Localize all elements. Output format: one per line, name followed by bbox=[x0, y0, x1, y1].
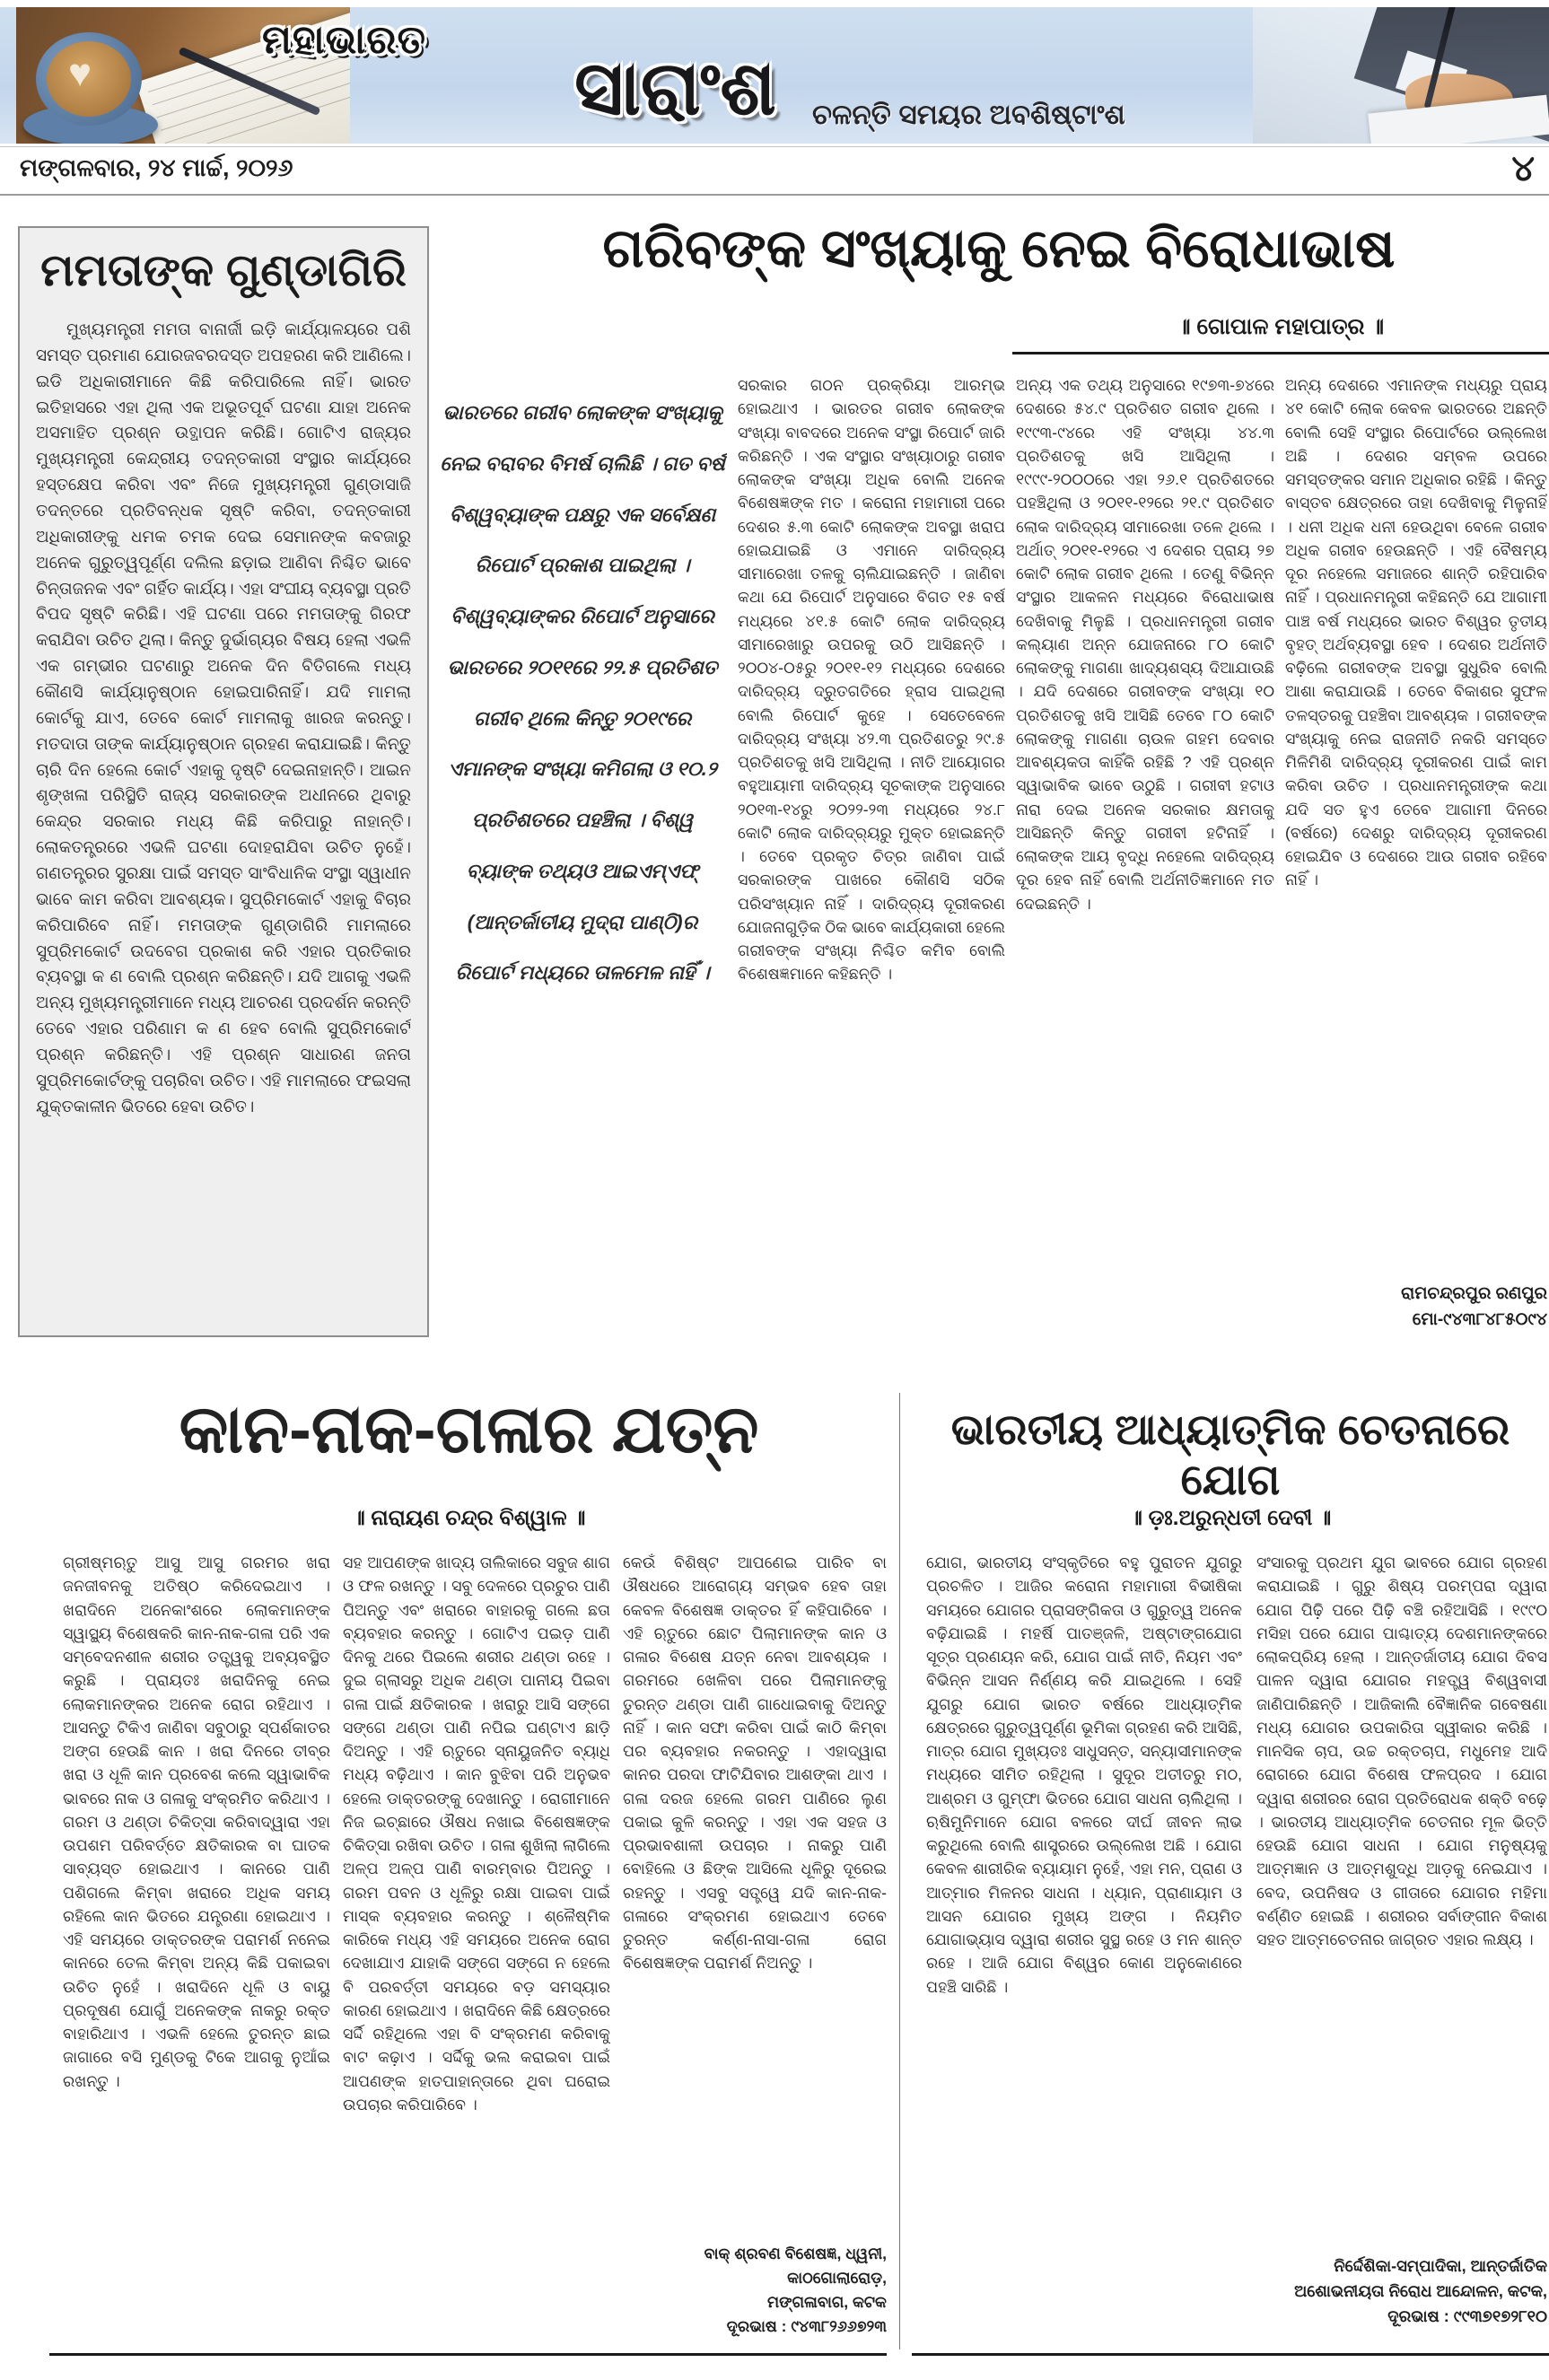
main-article-headline: ଗରିବଙ୍କ ସଂଖ୍ୟାକୁ ନେଇ ବିରୋଧାଭାଷ bbox=[602, 218, 1396, 278]
page-number: ୪ bbox=[1511, 149, 1535, 188]
bottom-rule-left bbox=[49, 2353, 887, 2356]
byline-rule bbox=[1012, 352, 1549, 354]
signature-phone: ଦୂରଭାଷ : ୯୯୩୭୧୭୨୮୧୦ bbox=[1387, 2306, 1547, 2325]
section-title: ସାରାଂଶ bbox=[574, 46, 776, 130]
dateline: ମଙ୍ଗଳବାର, ୨୪ ମାର୍ଚ୍ଚ, ୨୦୨୬ bbox=[20, 154, 293, 181]
signature-place: ଅଶୋଭନୀୟତା ନିରୋଧ ଆନ୍ଦୋଳନ, କଟକ, bbox=[1294, 2281, 1547, 2300]
signature-phone: ମୋ-୯୪୩୮୪୮୫୦୯୪ bbox=[1412, 1309, 1547, 1329]
section-subtitle: ଚଳନ୍ତି ସମୟର ଅବଶିଷ୍ଟାଂଶ bbox=[812, 99, 1125, 130]
main-article-byline: ॥ ଗୋପାଳ ମହାପାତ୍ର ॥ bbox=[1177, 314, 1385, 339]
main-article-column-3: ଅନ୍ୟ ଦେଶରେ ଏମାନଙ୍କ ମଧ୍ୟରୁ ପ୍ରାୟ ୪୧ କୋଟି ଲୋକ କେବଳ ଭାରତରେ ଅଛନ୍ତି ବୋଲି ସେହି ସଂସ୍ଥାର ରିପୋର୍ଟରେ ଉଲ୍ଲେଖ ଅଛି । ଦେଶର ସମ୍ବଳ ଉପରେ ସମସ୍ତଙ୍କର ସମାନ ଅଧିକାର ରହିଛି । କିନ୍ତୁ ବାସ୍ତବ କ୍ଷେତ୍ରରେ ତାହା ଦେଖିବାକୁ ମିଳୁନାହିଁ । ଧନୀ ଅଧିକ ଧନୀ ହେଉଥିବା ବେଳେ ଗରୀବ ଅଧିକ ଗରୀବ ହେଉଛନ୍ତି । ଏହି ବୈଷମ୍ୟ ଦୂର ନହେଲେ ସମାଜରେ ଶାନ୍ତି ରହିପାରିବ ନାହିଁ । ପ୍ରଧାନମନ୍ତ୍ରୀ କହିଛନ୍ତି ଯେ ଆଗାମୀ ପାଞ୍ଚ ବର୍ଷ ମଧ୍ୟରେ ଭାରତ ବିଶ୍ୱର ତୃତୀୟ ବୃହତ୍ ଅର୍ଥବ୍ୟବସ୍ଥା ହେବ । ଦେଶର ଅର୍ଥନୀତି ବଢ଼ିଲେ ଗରୀବଙ୍କ ଅବସ୍ଥା ସୁଧୁରିବ ବୋଲି ଆଶା କରାଯାଉଛି । ତେବେ ବିକାଶର ସୁଫଳ ତଳସ୍ତରକୁ ପହଞ୍ଚିବା ଆବଶ୍ୟକ । ଗରୀବଙ୍କ ସଂଖ୍ୟାକୁ ନେଇ ରାଜନୀତି ନକରି ସମସ୍ତେ ମିଳିମିଶି ଦାରିଦ୍ର୍ୟ ଦୂରୀକରଣ ପାଇଁ କାମ କରିବା ଉଚିତ । ପ୍ରଧାନମନ୍ତ୍ରୀଙ୍କ କଥା ଯଦି ସତ ହୁଏ ତେବେ ଆଗାମୀ ଦିନରେ (ବର୍ଷରେ) ଦେଶରୁ ଦାରିଦ୍ର୍ୟ ଦୂରୀକରଣ ହୋଇଯିବ ଓ ଦେଶରେ ଆଉ ଗରୀବ ରହିବେ ନାହିଁ । bbox=[1285, 376, 1547, 889]
column-separator bbox=[899, 1393, 900, 2349]
yoga-article-headline: ଭାରତୀୟ ଆଧ୍ୟାତ୍ମିକ ଚେତନାରେ ଯୋଗ bbox=[950, 1406, 1510, 1504]
dateline-rule bbox=[0, 194, 1549, 196]
pull-quote: ଭାରତରେ ଗରୀବ ଲୋକଙ୍କ ସଂଖ୍ୟାକୁ ନେଇ ବରାବର ବିମର୍ଷ ଚାଲିଛି । ଗତ ବର୍ଷ ବିଶ୍ୱବ୍ୟାଙ୍କ ପକ୍ଷରୁ ଏକ ସର୍ବେକ୍ଷଣ ରିପୋର୍ଟ ପ୍ରକାଶ ପାଇଥିଲା । ବିଶ୍ୱବ୍ୟାଙ୍କର ରିପୋର୍ଟ ଅନୁସାରେ ଭାରତରେ ୨୦୧୧ରେ ୨୨.୫ ପ୍ରତିଶତ ଗରୀବ ଥିଲେ କିନ୍ତୁ ୨୦୧୯ରେ ଏମାନଙ୍କ ସଂଖ୍ୟା କମିଗଲା ଓ ୧୦.୨ ପ୍ରତିଶତରେ ପହଞ୍ଚିଲା । ବିଶ୍ୱ ବ୍ୟାଙ୍କ ତଥ୍ୟଓ ଆଇଏମ୍ଏଫ୍ (ଆନ୍ତର୍ଜାତୀୟ ମୁଦ୍ରା ପାଣ୍ଠି)ର ରିପୋର୍ଟ ମଧ୍ୟରେ ତାଳମେଳ ନାହିଁ । bbox=[440, 401, 725, 984]
signature-designation: ବାକ୍ ଶ୍ରବଣ ବିଶେଷଜ୍ଞ, ଧ୍ୱନୀ, କାଠଗୋଲାରୋଡ଼, bbox=[704, 2244, 887, 2288]
ent-article-headline: କାନ-ନାକ-ଗଳାର ଯତ୍ନ bbox=[179, 1392, 759, 1466]
ent-article-signature bbox=[623, 2242, 887, 2340]
ent-article-column-1: ଗ୍ରୀଷ୍ମଋତୁ ଆସୁ ଆସୁ ଗରମର ଖରା ଜନଜୀବନକୁ ଅତିଷ୍ଠ କରିଦେଇଥାଏ । ଖରାଦିନେ ଅନେକାଂଶରେ ଲୋକମାନଙ୍କ ସ୍ୱାସ୍ଥ୍ୟ ବିଶେଷକରି କାନ-ନାକ-ଗଳା ପରି ଏକ ସମ୍ବେଦନଶୀଳ ଶରୀର ତତ୍ତ୍ୱକୁ ଅବ୍ୟବସ୍ଥିତ କରୁଛି । ପ୍ରାୟତଃ ଖରାଦିନକୁ ନେଇ ଲୋକମାନଙ୍କର ଅନେକ ରୋଗ ରହିଥାଏ । ଆସନ୍ତୁ ଟିକିଏ ଜାଣିବା ସବୁଠାରୁ ସ୍ପର୍ଶକାତର ଅଙ୍ଗ ହେଉଛି କାନ । ଖରା ଦିନରେ ତୀବ୍ର ଖରା ଓ ଧୂଳି କାନ ପ୍ରବେଶ କଲେ ସ୍ୱାଭାବିକ ଭାବରେ ନାକ ଓ ଗଳାକୁ ସଂକ୍ରମିତ କରିଥାଏ । ଗରମ ଓ ଥଣ୍ଡା ଚିକିତ୍ସା କରିବାଦ୍ୱାରା ଏହା ଉପଶମ ପରିବର୍ତ୍ତେ କ୍ଷତିକାରକ ବା ଘାତକ ସାବ୍ୟସ୍ତ ହୋଇଥାଏ । କାନରେ ପାଣି ପଶିଗଲେ କିମ୍ବା ଖରାରେ ଅଧିକ ସମୟ ରହିଲେ କାନ ଭିତରେ ଯନ୍ତ୍ରଣା ହୋଇଥାଏ । ଏହି ସମୟରେ ଡାକ୍ତରଙ୍କ ପରାମର୍ଶ ନନେଇ କାନରେ ତେଲ କିମ୍ବା ଅନ୍ୟ କିଛି ପକାଇବା ଉଚିତ ନୁହେଁ । ଖରାଦିନେ ଧୂଳି ଓ ବାୟୁ ପ୍ରଦୂଷଣ ଯୋଗୁଁ ଅନେକଙ୍କ ନାକରୁ ରକ୍ତ ବାହାରିଥାଏ । ଏଭଳି ହେଲେ ତୁରନ୍ତ ଛାଇ ଜାଗାରେ ବସି ମୁଣ୍ଡକୁ ଟିକେ ଆଗକୁ ନୁଆଁଇ ରଖନ୍ତୁ । bbox=[63, 1553, 330, 2090]
main-article-column-1: ସରକାର ଗଠନ ପ୍ରକ୍ରିୟା ଆରମ୍ଭ ହୋଇଥାଏ । ଭାରତର ଗରୀବ ଲୋକଙ୍କ ସଂଖ୍ୟା ବାବଦରେ ଅନେକ ସଂସ୍ଥା ରିପୋର୍ଟ ଜାରି କରିଛନ୍ତି । ଏକ ସଂସ୍ଥାର ସଂଖ୍ୟାଠାରୁ ଗରୀବ ଲୋକଙ୍କ ସଂଖ୍ୟା ଅଧିକ ବୋଲି ଅନେକ ବିଶେଷଜ୍ଞଙ୍କ ମତ । କରୋନା ମହାମାରୀ ପରେ ଦେଶର ୫.୩ କୋଟି ଲୋକଙ୍କ ଅବସ୍ଥା ଖରାପ ହୋଇଯାଇଛି ଓ ଏମାନେ ଦାରିଦ୍ର୍ୟ ସୀମାରେଖା ତଳକୁ ଚାଲିଯାଇଛନ୍ତି । ଜାଣିବା କଥା ଯେ ରିପୋର୍ଟ ଅନୁସାରେ ବିଗତ ୧୫ ବର୍ଷ ମଧ୍ୟରେ ୪୧.୫ କୋଟି ଲୋକ ଦାରିଦ୍ର୍ୟ ସୀମାରେଖାରୁ ଉପରକୁ ଉଠି ଆସିଛନ୍ତି । ୨୦୦୪-୦୫ରୁ ୨୦୧୧-୧୨ ମଧ୍ୟରେ ଦେଶରେ ଦାରିଦ୍ର୍ୟ ଦ୍ରୁତଗତିରେ ହ୍ରାସ ପାଇଥିଲା ବୋଲି ରିପୋର୍ଟ କୁହେ । ସେତେବେଳେ ଦାରିଦ୍ର୍ୟ ସଂଖ୍ୟା ୪୨.୩ ପ୍ରତିଶତରୁ ୨୯.୫ ପ୍ରତିଶତକୁ ଖସି ଆସିଥିଲା । ନୀତି ଆୟୋଗର ବହୁଆୟାମୀ ଦାରିଦ୍ର୍ୟ ସୂଚକାଙ୍କ ଅନୁସାରେ ୨୦୧୩-୧୪ରୁ ୨୦୨୨-୨୩ ମଧ୍ୟରେ ୨୪.୮ କୋଟି ଲୋକ ଦାରିଦ୍ର୍ୟରୁ ମୁକ୍ତ ହୋଇଛନ୍ତି । ତେବେ ପ୍ରକୃତ ଚିତ୍ର ଜାଣିବା ପାଇଁ ସରକାରଙ୍କ ପାଖରେ କୌଣସି ସଠିକ ପରିସଂଖ୍ୟାନ ନାହିଁ । ଦାରିଦ୍ର୍ୟ ଦୂରୀକରଣ ଯୋଜନାଗୁଡ଼ିକ ଠିକ ଭାବେ କାର୍ଯ୍ୟକାରୀ ହେଲେ ଗରୀବଙ୍କ ସଂଖ୍ୟା ନିଶ୍ଚିତ କମିବ ବୋଲି ବିଶେଷଜ୍ଞମାନେ କହିଛନ୍ତି । bbox=[738, 376, 1005, 984]
bottom-rule-right bbox=[912, 2353, 1549, 2356]
ent-article-column-2: ସହ ଆପଣଙ୍କ ଖାଦ୍ୟ ତାଲିକାରେ ସବୁଜ ଶାଗ ଓ ଫଳ ରଖନ୍ତୁ । ସବୁ ଦେଳରେ ପ୍ରଚୁର ପାଣି ପିଅନ୍ତୁ ଏବଂ ଖରାରେ ବାହାରକୁ ଗଲେ ଛତା ବ୍ୟବହାର କରନ୍ତୁ । ଗୋଟିଏ ପଇଡ଼ ପାଣି ଦିନକୁ ଥରେ ପିଇଲେ ଶରୀର ଥଣ୍ଡା ରହେ । ଦୁଇ ଗ୍ଲାସରୁ ଅଧିକ ଥଣ୍ଡା ପାନୀୟ ପିଇବା ଗଳା ପାଇଁ କ୍ଷତିକାରକ । ଖରାରୁ ଆସି ସଙ୍ଗେ ସଙ୍ଗେ ଥଣ୍ଡା ପାଣି ନପିଇ ଘଣ୍ଟାଏ ଛାଡ଼ି ଦିଅନ୍ତୁ । ଏହି ଋତୁରେ ସ୍ନାୟୁଜନିତ ବ୍ୟାଧି ମଧ୍ୟ ବଢ଼ିଥାଏ । କାନ ବୁଝିବା ପରି ଅନୁଭବ ହେଲେ ଡାକ୍ତରଙ୍କୁ ଦେଖାନ୍ତୁ । ରୋଗୀମାନେ ନିଜ ଇଚ୍ଛାରେ ଔଷଧ ନଖାଇ ବିଶେଷଜ୍ଞଙ୍କ ଚିକିତ୍ସା ରଖିବା ଉଚିତ । ଗଳା ଶୁଖିଲା ଲାଗିଲେ ଅଳ୍ପ ଅଳ୍ପ ପାଣି ବାରମ୍ବାର ପିଅନ୍ତୁ । ଗରମ ପବନ ଓ ଧୂଳିରୁ ରକ୍ଷା ପାଇବା ପାଇଁ ମାସ୍କ ବ୍ୟବହାର କରନ୍ତୁ । ଶ୍ଳୈଷ୍ମିକ କାରିକେ ମଧ୍ୟ ଏହି ସମୟରେ ଅନେକ ରୋଗ ଦେଖାଯାଏ ଯାହାକି ସଙ୍ଗେ ସଙ୍ଗେ ନ ହେଲେ ବି ପରବର୍ତ୍ତୀ ସମୟରେ ବଡ଼ ସମସ୍ୟାର କାରଣ ହୋଇଥାଏ । ଖରାଦିନେ କିଛି କ୍ଷେତ୍ରରେ ସର୍ଦ୍ଦି ରହିଥିଲେ ଏହା ବି ସଂକ୍ରମଣ କରିବାକୁ ବାଟ କଢ଼ାଏ । ସର୍ଦ୍ଦିକୁ ଭଲ କରାଇବା ପାଇଁ ଆପଣଙ୍କ ହାତପାହାନ୍ତାରେ ଥିବା ଘରୋଇ ଉପଚାର କରିପାରିବେ । bbox=[343, 1553, 610, 2113]
latte-heart-icon: ♥ bbox=[68, 51, 92, 95]
masthead-banner bbox=[0, 7, 1549, 144]
editorial-body: ମୁଖ୍ୟମନ୍ତ୍ରୀ ମମତା ବାନାର୍ଜୀ ଇଡ଼ି କାର୍ଯ୍ୟାଳୟରେ ପଶି ସମସ୍ତ ପ୍ରମାଣ ଯୋରଜବରଦସ୍ତ ଅପହରଣ କରି ଆଣିଲେ। ଇଡି ଅଧିକାରୀମାନେ କିଛି କରିପାରିଲେ ନାହିଁ। ଭାରତ ଇତିହାସରେ ଏହା ଥିଲା ଏକ ଅଭୂତପୂର୍ବ ଘଟଣା ଯାହା ଅନେକ ଅସମାହିତ ପ୍ରଶ୍ନ ଉତ୍ଥାପନ କରିଛି। ଗୋଟିଏ ରାଜ୍ୟର ମୁଖ୍ୟମନ୍ତ୍ରୀ କେନ୍ଦ୍ରୀୟ ତଦନ୍ତକାରୀ ସଂସ୍ଥାର କାର୍ଯ୍ୟରେ ହସ୍ତକ୍ଷେପ କରିବା ଏବଂ ନିଜେ ମୁଖ୍ୟମନ୍ତ୍ରୀ ଗୁଣ୍ଡାସାଜି ତଦନ୍ତରେ ପ୍ରତିବନ୍ଧକ ସୃଷ୍ଟି କରିବା, ତଦନ୍ତକାରୀ ଅଧିକାରୀଙ୍କୁ ଧମକ ଚମକ ଦେଇ ସେମାନଙ୍କ କବଜାରୁ ଅନେକ ଗୁରୁତ୍ୱପୂର୍ଣ୍ଣ ଦଲିଲ ଛଡ଼ାଇ ଆଣିବା ନିଶ୍ଚିତ ଭାବେ ଚିନ୍ତାଜନକ ଏବଂ ଗର୍ହିତ କାର୍ଯ୍ୟ। ଏହା ସଂଘୀୟ ବ୍ୟବସ୍ଥା ପ୍ରତି ବିପଦ ସୃଷ୍ଟି କରିଛି। ଏହି ଘଟଣା ପରେ ମମତାଙ୍କୁ ଗିରଫ କରାଯିବା ଉଚିତ ଥିଲା। କିନ୍ତୁ ଦୁର୍ଭାଗ୍ୟର ବିଷୟ ହେଲା ଏଭଳି ଏକ ଗମ୍ଭୀର ଘଟଣାରୁ ଅନେକ ଦିନ ବିତିଗଲେ ମଧ୍ୟ କୌଣସି କାର୍ଯ୍ୟାନୁଷ୍ଠାନ ହୋଇପାରିନାହିଁ। ଯଦି ମାମଲା କୋର୍ଟକୁ ଯାଏ, ତେବେ କୋର୍ଟ ମାମଲାକୁ ଖାରଜ କରନ୍ତୁ। ମତଦାତା ତାଙ୍କ କାର୍ଯ୍ୟାନୁଷ୍ଠାନ ଗ୍ରହଣ କରାଯାଇଛି। କିନ୍ତୁ ଚାରି ଦିନ ହେଲେ କୋର୍ଟ ଏହାକୁ ଦୃଷ୍ଟି ଦେଇନାହାନ୍ତି। ଆଇନ ଶୃଙ୍ଖଳା ପରିସ୍ଥିତି ରାଜ୍ୟ ସରକାରଙ୍କ ଅଧୀନରେ ଥିବାରୁ କେନ୍ଦ୍ର ସରକାର ମଧ୍ୟ କିଛି କରିପାରୁ ନାହାନ୍ତି। ଲୋକତନ୍ତ୍ରରେ ଏଭଳି ଘଟଣା ଦୋହରାଯିବା ଉଚିତ ନୁହେଁ। ଗଣତନ୍ତ୍ରର ସୁରକ୍ଷା ପାଇଁ ସମସ୍ତ ସାଂବିଧାନିକ ସଂସ୍ଥା ସ୍ୱାଧୀନ ଭାବେ କାମ କରିବା ଆବଶ୍ୟକ। ସୁପ୍ରିମକୋର୍ଟ ଏହାକୁ ବିଚାର କରିପାରିବେ ନାହିଁ। ମମତାଙ୍କ ଗୁଣ୍ଡାଗିରି ମାମଲାରେ ସୁପ୍ରିମକୋର୍ଟ ଉଦବେଗ ପ୍ରକାଶ କରି ଏହାର ପ୍ରତିକାର ବ୍ୟବସ୍ଥା କ ଣ ବୋଲି ପ୍ରଶ୍ନ କରିଛନ୍ତି। ଯଦି ଆଗକୁ ଏଭଳି ଅନ୍ୟ ମୁଖ୍ୟମନ୍ତ୍ରୀମାନେ ମଧ୍ୟ ଆଚରଣ ପ୍ରଦର୍ଶନ କରନ୍ତି ତେବେ ଏହାର ପରିଣାମ କ ଣ ହେବ ବୋଲି ସୁପ୍ରିମକୋର୍ଟ ପ୍ରଶ୍ନ କରିଛନ୍ତି। ଏହି ପ୍ରଶ୍ନ ସାଧାରଣ ଜନତା ସୁପ୍ରିମକୋର୍ଟଙ୍କୁ ପଚାରିବା ଉଚିତ। ଏହି ମାମଲାରେ ଫଇସଲା ଯୁକ୍ତକାଳୀନ ଭିତରେ ହେବା ଉଚିତ। bbox=[36, 319, 411, 1116]
writing-hand-photo bbox=[1253, 7, 1549, 144]
banner-divider bbox=[0, 146, 1549, 147]
editorial-headline: ମମତାଙ୍କ ଗୁଣ୍ଡାଗିରି bbox=[40, 245, 407, 295]
main-article-column-2: ଅନ୍ୟ ଏକ ତଥ୍ୟ ଅନୁସାରେ ୧୯୭୩-୭୪ରେ ଦେଶରେ ୫୪.୯ ପ୍ରତିଶତ ଗରୀବ ଥିଲେ । ୧୯୯୩-୯୪ରେ ଏହି ସଂଖ୍ୟା ୪୪.୩ ପ୍ରତିଶତକୁ ଖସି ଆସିଥିଲା । ୧୯୯୯-୨୦୦୦ରେ ଏହା ୨୬.୧ ପ୍ରତିଶତରେ ପହଞ୍ଚିଥିଲା ଓ ୨୦୧୧-୧୨ରେ ୨୧.୯ ପ୍ରତିଶତ ଲୋକ ଦାରିଦ୍ର୍ୟ ସୀମାରେଖା ତଳେ ଥିଲେ । ଅର୍ଥାତ୍ ୨୦୧୧-୧୨ରେ ଏ ଦେଶର ପ୍ରାୟ ୨୭ କୋଟି ଲୋକ ଗରୀବ ଥିଲେ । ତେଣୁ ବିଭିନ୍ନ ସଂସ୍ଥାର ଆକଳନ ମଧ୍ୟରେ ବିରୋଧାଭାଷ ଦେଖିବାକୁ ମିଳୁଛି । ପ୍ରଧାନମନ୍ତ୍ରୀ ଗରୀବ କଲ୍ୟାଣ ଅନ୍ନ ଯୋଜନାରେ ୮୦ କୋଟି ଲୋକଙ୍କୁ ମାଗଣା ଖାଦ୍ୟଶସ୍ୟ ଦିଆଯାଉଛି । ଯଦି ଦେଶରେ ଗରୀବଙ୍କ ସଂଖ୍ୟା ୧୦ ପ୍ରତିଶତକୁ ଖସି ଆସିଛି ତେବେ ୮୦ କୋଟି ଲୋକଙ୍କୁ ମାଗଣା ଚାଉଳ ଗହମ ଦେବାର ଆବଶ୍ୟକତା କାହିଁକି ରହିଛି ? ଏହି ପ୍ରଶ୍ନ ସ୍ୱାଭାବିକ ଭାବେ ଉଠୁଛି । ଗରୀବୀ ହଟାଓ ନାରା ଦେଇ ଅନେକ ସରକାର କ୍ଷମତାକୁ ଆସିଛନ୍ତି କିନ୍ତୁ ଗରୀବୀ ହଟିନାହିଁ । ଲୋକଙ୍କ ଆୟ ବୃଦ୍ଧି ନହେଲେ ଦାରିଦ୍ର୍ୟ ଦୂର ହେବ ନାହିଁ ବୋଲି ଅର୍ଥନୀତିଜ୍ଞମାନେ ମତ ଦେଇଛନ୍ତି । bbox=[1016, 376, 1274, 913]
signature-phone: ଦୂରଭାଷ : ୯୪୩୮୨୬୬୭୨୩ bbox=[726, 2317, 887, 2336]
ent-article-column-3: କେଉଁ ବିଶିଷ୍ଟ ଆପଣେଇ ପାରିବ ବା ଔଷଧରେ ଆରୋଗ୍ୟ ସମ୍ଭବ ହେବ ତାହା କେବଳ ବିଶେଷଜ୍ଞ ଡାକ୍ତର ହିଁ କହିପାରିବେ । ଏହି ଋତୁରେ ଛୋଟ ପିଲାମାନଙ୍କ କାନ ଓ ଗଳାର ବିଶେଷ ଯତ୍ନ ନେବା ଆବଶ୍ୟକ । ଗରମରେ ଖେଳିବା ପରେ ପିଲାମାନଙ୍କୁ ତୁରନ୍ତ ଥଣ୍ଡା ପାଣି ଗାଧୋଇବାକୁ ଦିଅନ୍ତୁ ନାହିଁ । କାନ ସଫା କରିବା ପାଇଁ କାଠି କିମ୍ବା ପର ବ୍ୟବହାର ନକରନ୍ତୁ । ଏହାଦ୍ୱାରା କାନର ପରଦା ଫାଟିଯିବାର ଆଶଙ୍କା ଥାଏ । ଗଳା ଦରଜ ହେଲେ ଗରମ ପାଣିରେ ଲୁଣ ପକାଇ କୁଳି କରନ୍ତୁ । ଏହା ଏକ ସହଜ ଓ ପ୍ରଭାବଶାଳୀ ଉପଚାର । ନାକରୁ ପାଣି ବୋହିଲେ ଓ ଛିଙ୍କ ଆସିଲେ ଧୂଳିରୁ ଦୂରେଇ ରହନ୍ତୁ । ଏସବୁ ସତ୍ତ୍ୱେ ଯଦି କାନ-ନାକ-ଗଳାରେ ସଂକ୍ରମଣ ହୋଇଥାଏ ତେବେ ତୁରନ୍ତ କର୍ଣ୍ଣ-ନାସା-ଗଳା ରୋଗ ବିଶେଷଜ୍ଞଙ୍କ ପରାମର୍ଶ ନିଅନ୍ତୁ । bbox=[623, 1553, 887, 1973]
signature-designation: ନିର୍ଦ୍ଦେଶିକା-ସମ୍ପାଦିକା, ଆନ୍ତର୍ଜାତିକ bbox=[1334, 2257, 1547, 2275]
yoga-article-column-2: ସଂସାରକୁ ପ୍ରଥମ ଯୁଗ ଭାବରେ ଯୋଗ ଗ୍ରହଣ କରାଯାଇଛି । ଗୁରୁ ଶିଷ୍ୟ ପରମ୍ପରା ଦ୍ୱାରା ଯୋଗ ପିଢ଼ି ପରେ ପିଢ଼ି ବଞ୍ଚି ରହିଆସିଛି । ୧୯୯୦ ମସିହା ପରେ ଯୋଗ ପାଶ୍ଚାତ୍ୟ ଦେଶମାନଙ୍କରେ ଲୋକପ୍ରିୟ ହେଲା । ଆନ୍ତର୍ଜାତୀୟ ଯୋଗ ଦିବସ ପାଳନ ଦ୍ୱାରା ଯୋଗର ମହତ୍ତ୍ୱ ବିଶ୍ୱବାସୀ ଜାଣିପାରିଛନ୍ତି । ଆଜିକାଲି ବୈଜ୍ଞାନିକ ଗବେଷଣା ମଧ୍ୟ ଯୋଗର ଉପକାରିତା ସ୍ୱୀକାର କରିଛି । ମାନସିକ ଚାପ, ଉଚ୍ଚ ରକ୍ତଚାପ, ମଧୁମେହ ଆଦି ରୋଗରେ ଯୋଗ ବିଶେଷ ଫଳପ୍ରଦ । ଯୋଗ ଦ୍ୱାରା ଶରୀରର ରୋଗ ପ୍ରତିରୋଧକ ଶକ୍ତି ବଢ଼େ । ଭାରତୀୟ ଆଧ୍ୟାତ୍ମିକ ଚେତନାର ମୂଳ ଭିତ୍ତି ହେଉଛି ଯୋଗ ସାଧନା । ଯୋଗ ମନୁଷ୍ୟକୁ ଆତ୍ମଜ୍ଞାନ ଓ ଆତ୍ମଶୁଦ୍ଧି ଆଡ଼କୁ ନେଇଯାଏ । ବେଦ, ଉପନିଷଦ ଓ ଗୀତାରେ ଯୋଗର ମହିମା ବର୍ଣ୍ଣିତ ହୋଇଛି । ଶରୀରର ସର୍ବାଙ୍ଗୀନ ବିକାଶ ସହତ ଆତ୍ମଚେତନାର ଜାଗ୍ରତ ଏହାର ଲକ୍ଷ୍ୟ । bbox=[1256, 1553, 1547, 1948]
yoga-article-column-1: ଯୋଗ, ଭାରତୀୟ ସଂସ୍କୃତିରେ ବହୁ ପୁରାତନ ଯୁଗରୁ ପ୍ରଚଳିତ । ଆଜିର କରୋନା ମହାମାରୀ ବିଭୀଷିକା ସମୟରେ ଯୋଗର ପ୍ରାସଙ୍ଗିକତା ଓ ଗୁରୁତ୍ୱ ଅନେକ ବଢ଼ିଯାଇଛି । ମହର୍ଷି ପାତଞ୍ଜଳି, ଅଷ୍ଟାଙ୍ଗଯୋଗ ସୂତ୍ର ପ୍ରଣୟନ କରି, ଯୋଗ ପାଇଁ ନୀତି, ନିୟମ ଏବଂ ବିଭିନ୍ନ ଆସନ ନିର୍ଣ୍ଣୟ କରି ଯାଇଥିଲେ । ସେହି ଯୁଗରୁ ଯୋଗ ଭାରତ ବର୍ଷରେ ଆଧ୍ୟାତ୍ମିକ କ୍ଷେତ୍ରରେ ଗୁରୁତ୍ୱପୂର୍ଣ୍ଣ ଭୂମିକା ଗ୍ରହଣ କରି ଆସିଛି, ମାତ୍ର ଯୋଗ ମୁଖ୍ୟତଃ ସାଧୁସନ୍ତ, ସନ୍ୟାସୀମାନଙ୍କ ମଧ୍ୟରେ ସୀମିତ ରହିଥିଲା । ସୁଦୂର ଅତୀତରୁ ମଠ, ଆଶ୍ରମ ଓ ଗୁମ୍ଫା ଭିତରେ ଯୋଗ ସାଧନା ଚାଲିଥିଲା । ଋଷିମୁନିମାନେ ଯୋଗ ବଳରେ ଦୀର୍ଘ ଜୀବନ ଲାଭ କରୁଥିଲେ ବୋଲି ଶାସ୍ତ୍ରରେ ଉଲ୍ଲେଖ ଅଛି । ଯୋଗ କେବଳ ଶାରୀରିକ ବ୍ୟାୟାମ ନୁହେଁ, ଏହା ମନ, ପ୍ରାଣ ଓ ଆତ୍ମାର ମିଳନର ସାଧନା । ଧ୍ୟାନ, ପ୍ରାଣାୟାମ ଓ ଆସନ ଯୋଗର ମୁଖ୍ୟ ଅଙ୍ଗ । ନିୟମିତ ଯୋଗାଭ୍ୟାସ ଦ୍ୱାରା ଶରୀର ସୁସ୍ଥ ରହେ ଓ ମନ ଶାନ୍ତ ରହେ । ଆଜି ଯୋଗ ବିଶ୍ୱର କୋଣ ଅନୁକୋଣରେ ପହଞ୍ଚି ସାରିଛି । bbox=[926, 1553, 1242, 1996]
editorial-box bbox=[18, 226, 429, 1337]
yoga-article-signature bbox=[1256, 2254, 1547, 2330]
main-article-signature bbox=[1285, 1282, 1547, 1333]
ent-article-byline: ॥ ନାରାୟଣ ଚନ୍ଦ୍ର ବିଶ୍ୱାଳ ॥ bbox=[352, 1506, 586, 1530]
yoga-article-byline: ॥ ଡ଼ଃ.ଅରୁନ୍ଧତୀ ଦେବୀ ॥ bbox=[1129, 1506, 1332, 1530]
signature-place: ମଙ୍ଗଳାବାଗ, କଟକ bbox=[767, 2293, 887, 2312]
newspaper-logo: ମହାଭାରତ bbox=[262, 18, 426, 62]
signature-place: ରାମଚନ୍ଦ୍ରପୁର ରଣପୁର bbox=[1401, 1284, 1547, 1303]
